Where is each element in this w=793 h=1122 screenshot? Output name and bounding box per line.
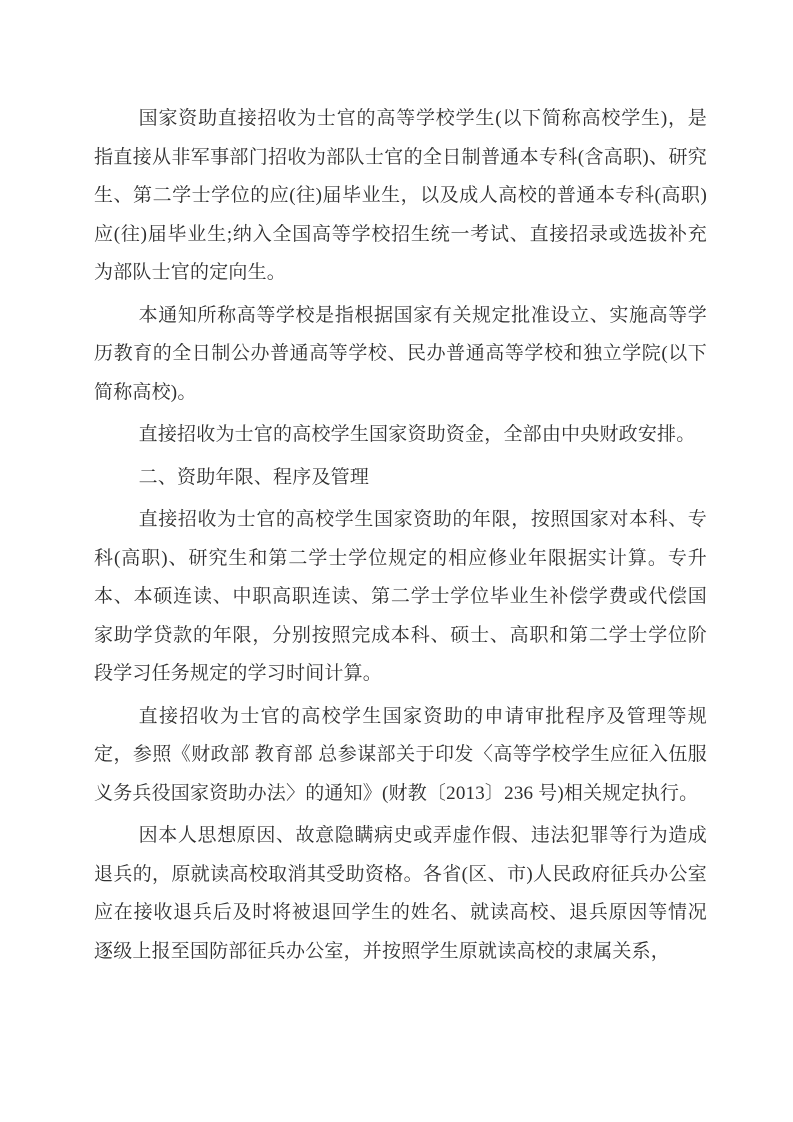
body-paragraph: 直接招收为士官的高校学生国家资助的年限，按照国家对本科、专科(高职)、研究生和第二学士学位规定的相应修业年限据实计算。专升本、本硕连读、中职高职连读、第二学士学位毕业生补偿学费或代偿国家助学贷款的年限，分别按照完成本科、硕士、高职和第二学士学位阶段学习任务规定的学习时间计算。 xyxy=(94,509,707,684)
section-heading: 二、资助年限、程序及管理 xyxy=(138,466,370,488)
document-body xyxy=(94,100,707,975)
body-paragraph: 因本人思想原因、故意隐瞒病史或弄虚作假、违法犯罪等行为造成退兵的，原就读高校取消其受助资格。各省(区、市)人民政府征兵办公室应在接收退兵后及时将被退回学生的姓名、就读高校、退兵原因等情况逐级上报至国防部征兵办公室，并按照学生原就读高校的隶属关系， xyxy=(94,825,707,962)
body-paragraph: 直接招收为士官的高校学生国家资助的申请审批程序及管理等规定，参照《财政部 教育部 总参谋部关于印发〈高等学校学生应征入伍服义务兵役国家资助办法〉的通知》(财教〔2013〕236 号)相关规定执行。 xyxy=(94,705,707,804)
body-paragraph: 国家资助直接招收为士官的高等学校学生(以下简称高校学生)，是指直接从非军事部门招收为部队士官的全日制普通本专科(含高职)、研究生、第二学士学位的应(往)届毕业生，以及成人高校的普通本专科(高职)应(往)届毕业生;纳入全国高等学校招生统一考试、直接招录或选拔补充为部队士官的定向生。 xyxy=(94,108,707,283)
body-paragraph: 本通知所称高等学校是指根据国家有关规定批准设立、实施高等学历教育的全日制公办普通高等学校、民办普通高等学校和独立学院(以下简称高校)。 xyxy=(94,304,707,403)
body-paragraph: 直接招收为士官的高校学生国家资助资金，全部由中央财政安排。 xyxy=(138,424,696,445)
